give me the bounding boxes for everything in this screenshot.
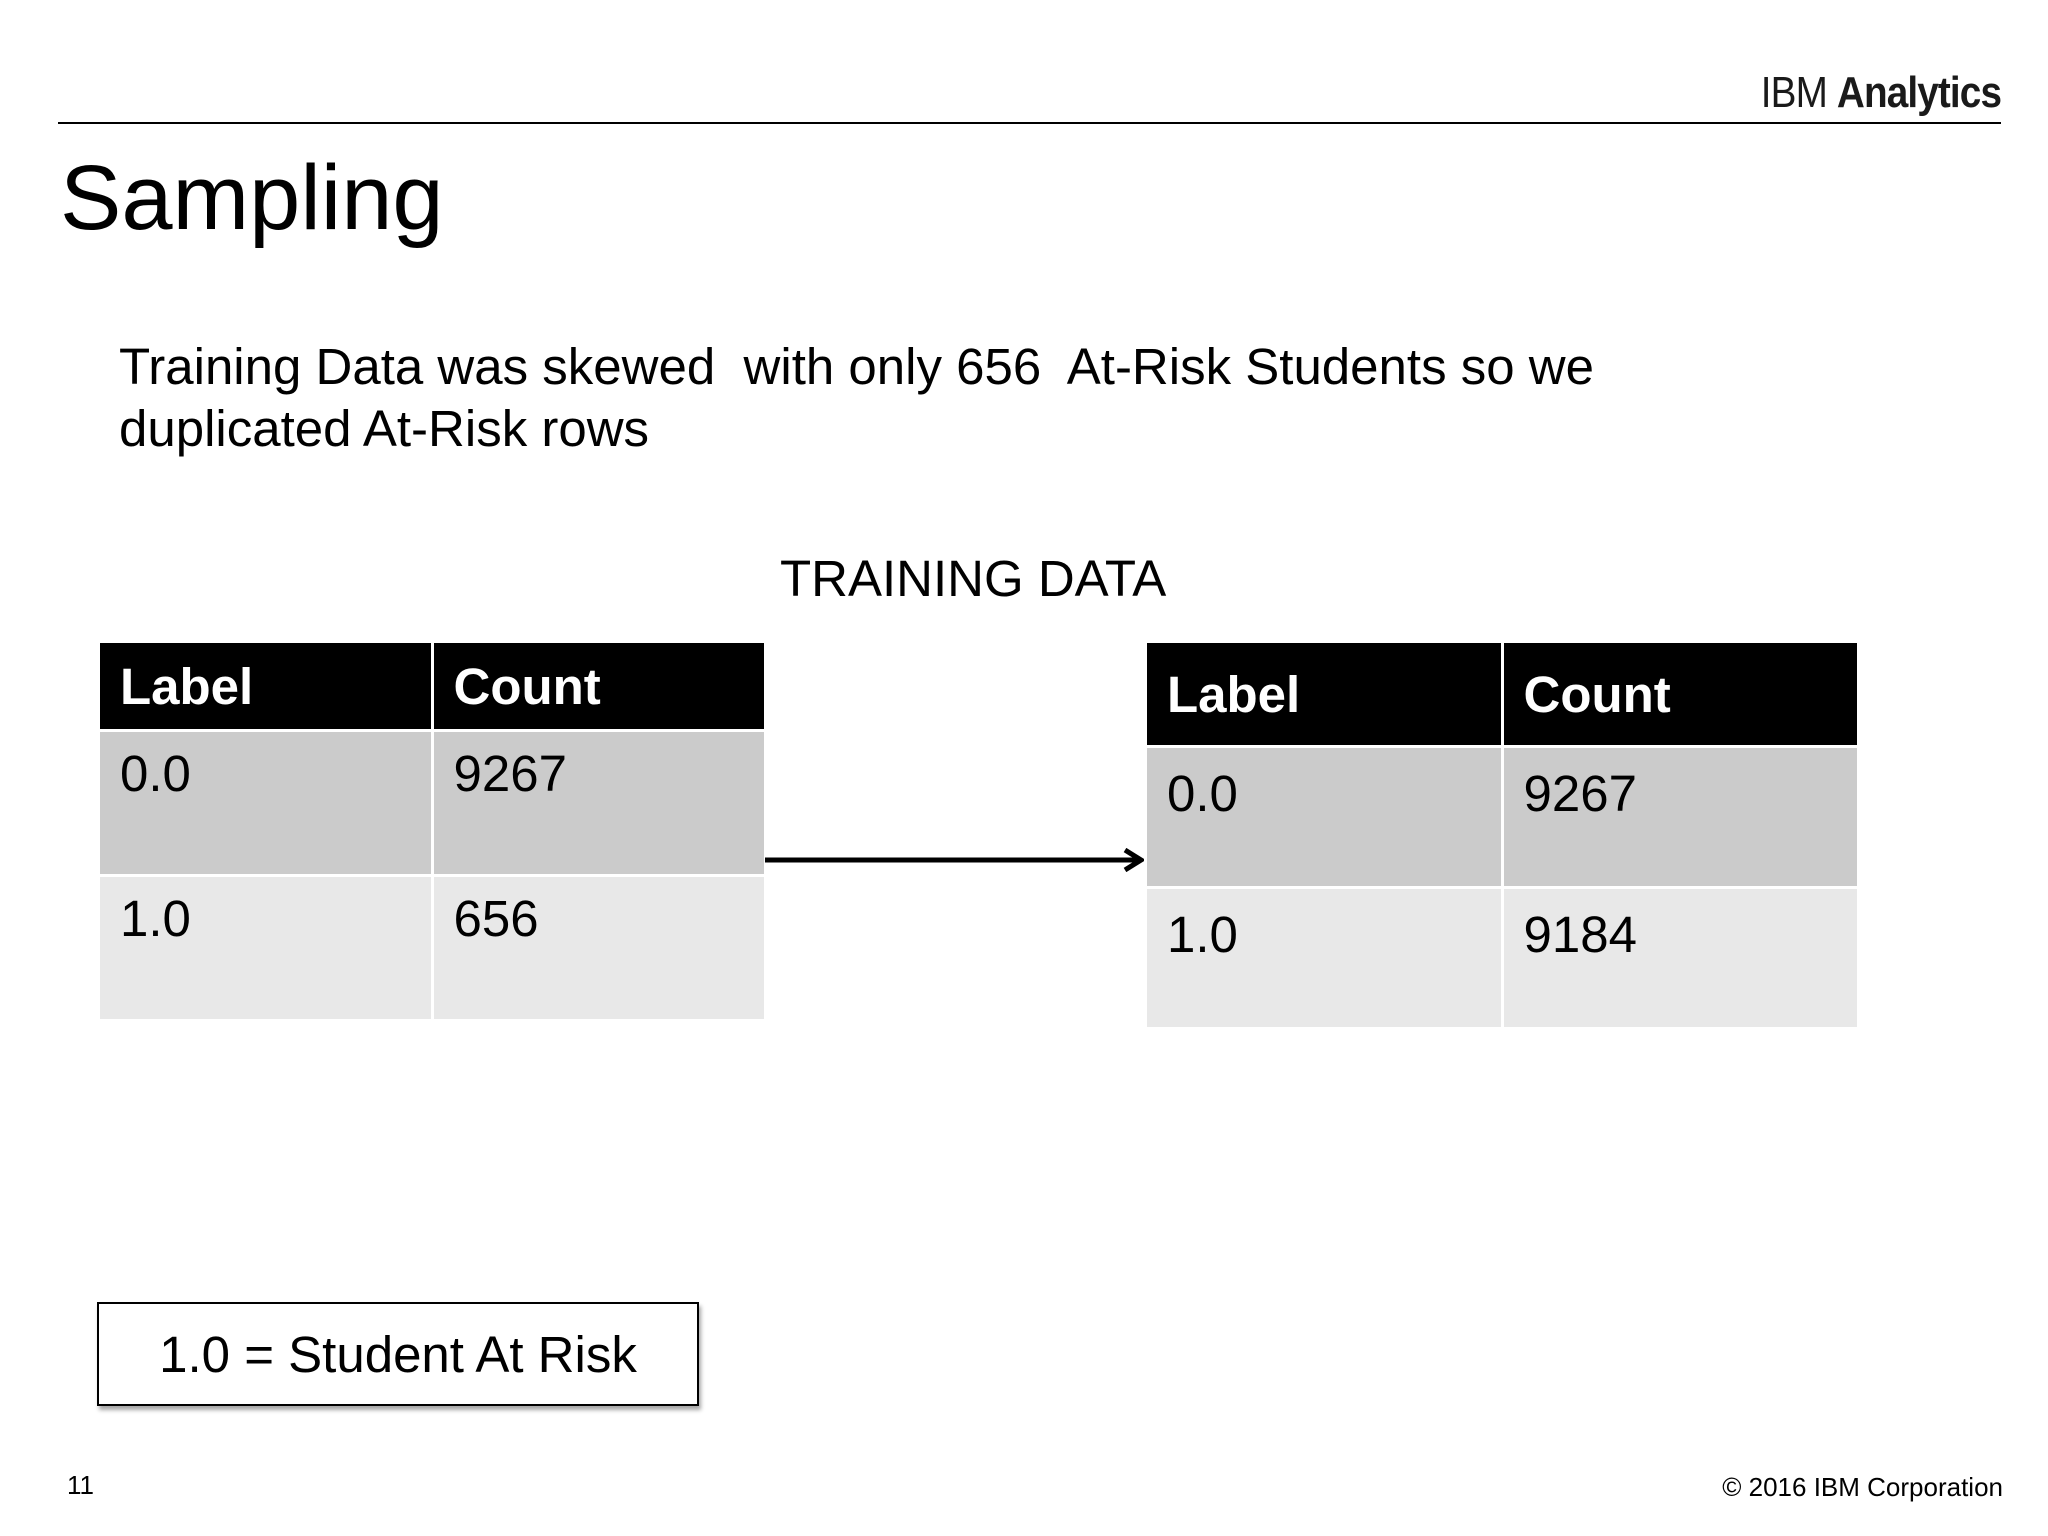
cell-label: 1.0 <box>99 876 433 1021</box>
column-header-label: Label <box>99 642 433 731</box>
cell-label: 1.0 <box>1146 888 1503 1029</box>
table-before-sampling <box>97 640 767 1022</box>
column-header-label: Label <box>1146 642 1503 747</box>
column-header-count: Count <box>432 642 766 731</box>
table-row <box>1146 747 1859 888</box>
logo-ibm-text: IBM <box>1760 68 1827 117</box>
logo-analytics-text: Analytics <box>1836 68 2001 117</box>
cell-count: 656 <box>432 876 766 1021</box>
copyright-text: © 2016 IBM Corporation <box>1722 1472 2003 1502</box>
table-caption: TRAINING DATA <box>780 550 1167 607</box>
cell-count: 9267 <box>432 731 766 876</box>
legend-note-text: 1.0 = Student At Risk <box>159 1325 637 1383</box>
table-row <box>99 876 766 1021</box>
table-after-sampling <box>1144 640 1860 1030</box>
legend-note-box <box>97 1302 699 1406</box>
table-row <box>1146 888 1859 1029</box>
arrow-right-icon <box>763 848 1153 872</box>
page-number: 11 <box>67 1470 94 1500</box>
table-row <box>99 731 766 876</box>
slide-body-text: Training Data was skewed with only 656 At-Risk Students so we duplicated At-Risk rows <box>119 338 1594 457</box>
ibm-analytics-logo <box>1761 68 2001 118</box>
cell-label: 0.0 <box>1146 747 1503 888</box>
slide-title: Sampling <box>60 147 444 249</box>
header-divider <box>58 122 2001 124</box>
column-header-count: Count <box>1502 642 1859 747</box>
cell-count: 9184 <box>1502 888 1859 1029</box>
cell-count: 9267 <box>1502 747 1859 888</box>
cell-label: 0.0 <box>99 731 433 876</box>
